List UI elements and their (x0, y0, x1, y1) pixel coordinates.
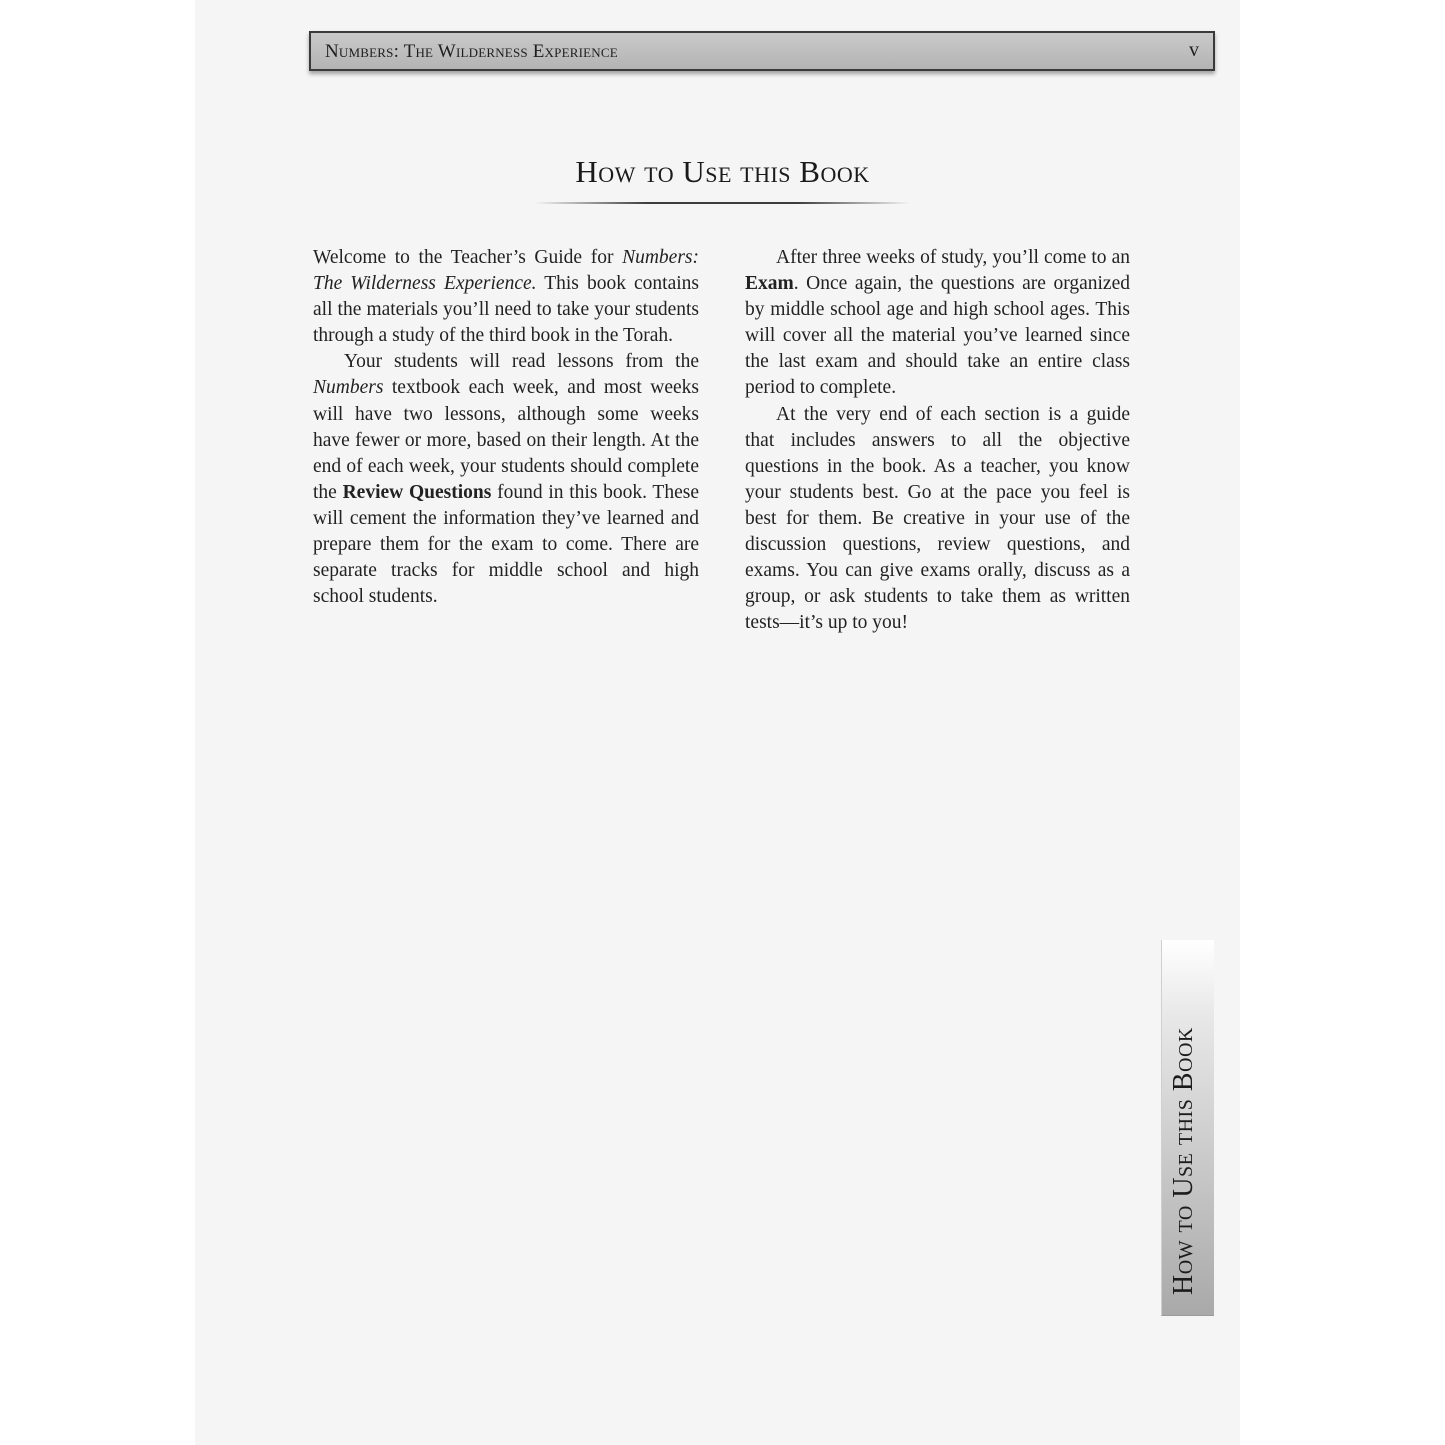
chapter-title: How to Use this Book (575, 154, 870, 189)
side-tab-label: How to Use this Book (1168, 1027, 1199, 1295)
right-p1-text-b: . Once again, the questions are organized by middle school age and high school ages. This will cover all the material you’ve learned since the last exam and should take an entire class period to complete. (745, 273, 1130, 399)
left-p2-text-b: textbook each week, and most weeks will have two lessons, although some weeks have fewer or more, based on their length. At the end of each week, your students should complete the (313, 377, 699, 503)
title-underline-rule (535, 202, 910, 204)
right-paragraph-2: At the very end of each section is a guide that includes answers to all the objective questions in the book. As a teacher, you know your students best. Go at the pace you feel is best for them. Be creative in your use of the discussion questions, review questions, and exams. You can give exams orally, discuss as a group, or ask students to take them as written tests—it’s up to you! (745, 403, 1130, 634)
right-p1-text-a: After three weeks of study, you’ll come to an (776, 247, 1130, 268)
left-p2-text-a: Your students will read lessons from the (344, 351, 699, 373)
left-p1-book-title: Numbers: The Wilderness Experience. (313, 247, 699, 295)
left-p2-text-c: found in this book. These will cement the information they’ve learned and prepare them for the exam to come. There are separate tracks for middle school and high school students. (313, 481, 699, 608)
left-paragraph-2 (313, 349, 699, 610)
right-paragraph-1 (745, 245, 1130, 402)
left-p2-review-questions: Review Questions (342, 481, 492, 503)
side-section-tab (1161, 940, 1214, 1316)
running-header-title: Numbers: The Wilderness Experience (325, 41, 618, 62)
left-text-column (313, 245, 699, 610)
running-header (309, 31, 1215, 71)
right-p1-exam: Exam (745, 273, 794, 295)
page-number: v (1189, 39, 1199, 61)
left-p1-text-a: Welcome to the Teacher’s Guide for (313, 247, 623, 268)
left-p2-book-name: Numbers (313, 377, 384, 399)
book-page (195, 0, 1240, 1445)
left-p1-text-b: This book contains all the materials you’ll need to take your students through a study of the third book in the Torah. (313, 273, 699, 347)
left-paragraph-1 (313, 245, 699, 349)
right-text-column (745, 245, 1130, 636)
